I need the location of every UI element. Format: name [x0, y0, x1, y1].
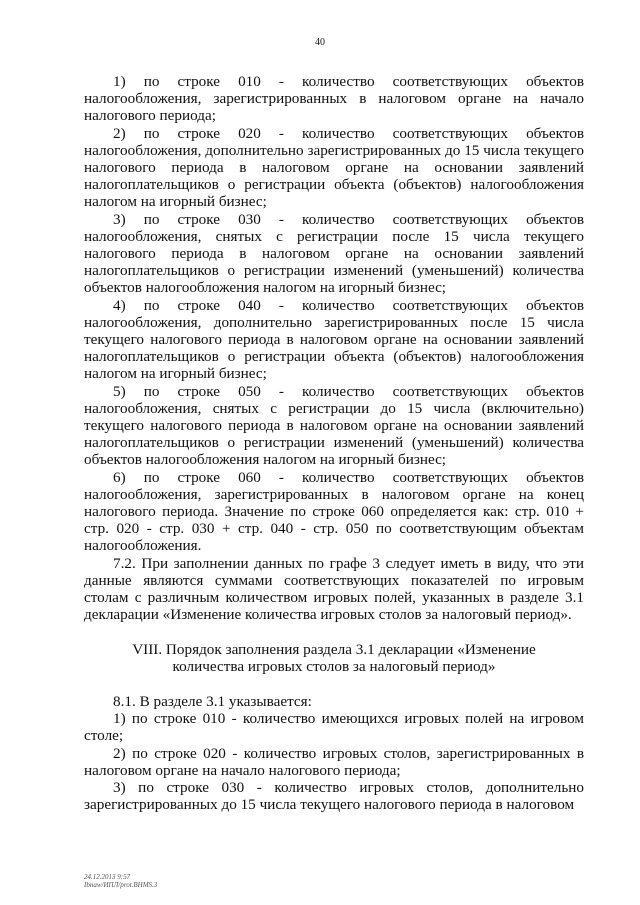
- print-stamp-date: 24.12.2013 9:57: [84, 873, 131, 881]
- paragraph-line-060: 6) по строке 060 - количество соответствующих объектов налогообложения, зарегистрированных в налоговом органе на конец налогового периода. Значение по строке 060 определяется как: стр. 010 + стр. 020 - стр. 030 + стр. 040 - стр. 050 по соответствующим объектам налогообложения.: [84, 468, 584, 555]
- paragraph-7-2: 7.2. При заполнении данных по графе 3 следует иметь в виду, что эти данные являются суммами соответствующих показателей по игровым столам с различным количеством игровых полей, указанных в разделе 3.1 декларации «Изменение количества игровых столов за налоговый период».: [84, 554, 584, 624]
- print-stamp-path: Ibnaw/ИПЛ/prot.BHMS.3: [84, 881, 158, 889]
- paragraph-3-1-line-020: 2) по строке 020 - количество игровых столов, зарегистрированных в налоговом органе на начало налогового периода;: [84, 744, 584, 779]
- paragraph-line-020: 2) по строке 020 - количество соответствующих объектов налогообложения, дополнительно зарегистрированных до 15 числа текущего налогового периода в налоговом органе на основании заявлений налогоплательщиков о регистрации объекта (объектов) налогообложения налогом на игорный бизнес;: [84, 124, 584, 211]
- section-heading-line-1: VIII. Порядок заполнения раздела 3.1 декларации «Изменение: [132, 640, 536, 658]
- paragraph-line-010: 1) по строке 010 - количество соответствующих объектов налогообложения, зарегистрированных в налоговом органе на начало налогового периода;: [84, 73, 584, 125]
- paragraph-line-050: 5) по строке 050 - количество соответствующих объектов налогообложения, снятых с регистрации до 15 числа (включительно) текущего налогового периода в налоговом органе на основании заявлений налогоплательщиков о регистрации изменений (уменьшений) количества объектов налогообложения налогом на игорный бизнес;: [84, 382, 584, 469]
- page-number: 40: [315, 37, 325, 48]
- paragraph-line-030: 3) по строке 030 - количество соответствующих объектов налогообложения, снятых с регистрации после 15 числа текущего налогового периода в налоговом органе на основании заявлений налогоплательщиков о регистрации изменений (уменьшений) количества объектов налогообложения налогом на игорный бизнес;: [84, 210, 584, 297]
- section-heading-viii: [84, 641, 584, 675]
- print-stamp: [84, 873, 157, 889]
- paragraph-3-1-line-010: 1) по строке 010 - количество имеющихся игровых полей на игровом столе;: [84, 710, 584, 745]
- section-heading-line-2: количества игровых столов за налоговый период»: [172, 657, 496, 675]
- paragraph-line-040: 4) по строке 040 - количество соответствующих объектов налогообложения, дополнительно зарегистрированных после 15 числа текущего налогового периода в налоговом органе на основании заявлений налогоплательщиков о регистрации объекта (объектов) налогообложения налогом на игорный бизнес;: [84, 296, 584, 383]
- paragraph-3-1-line-030: 3) по строке 030 - количество игровых столов, дополнительно зарегистрированных до 15 числа текущего налогового периода в налоговом: [84, 778, 584, 814]
- paragraph-8-1: 8.1. В разделе 3.1 указывается:: [113, 692, 312, 710]
- document-body: [84, 73, 584, 813]
